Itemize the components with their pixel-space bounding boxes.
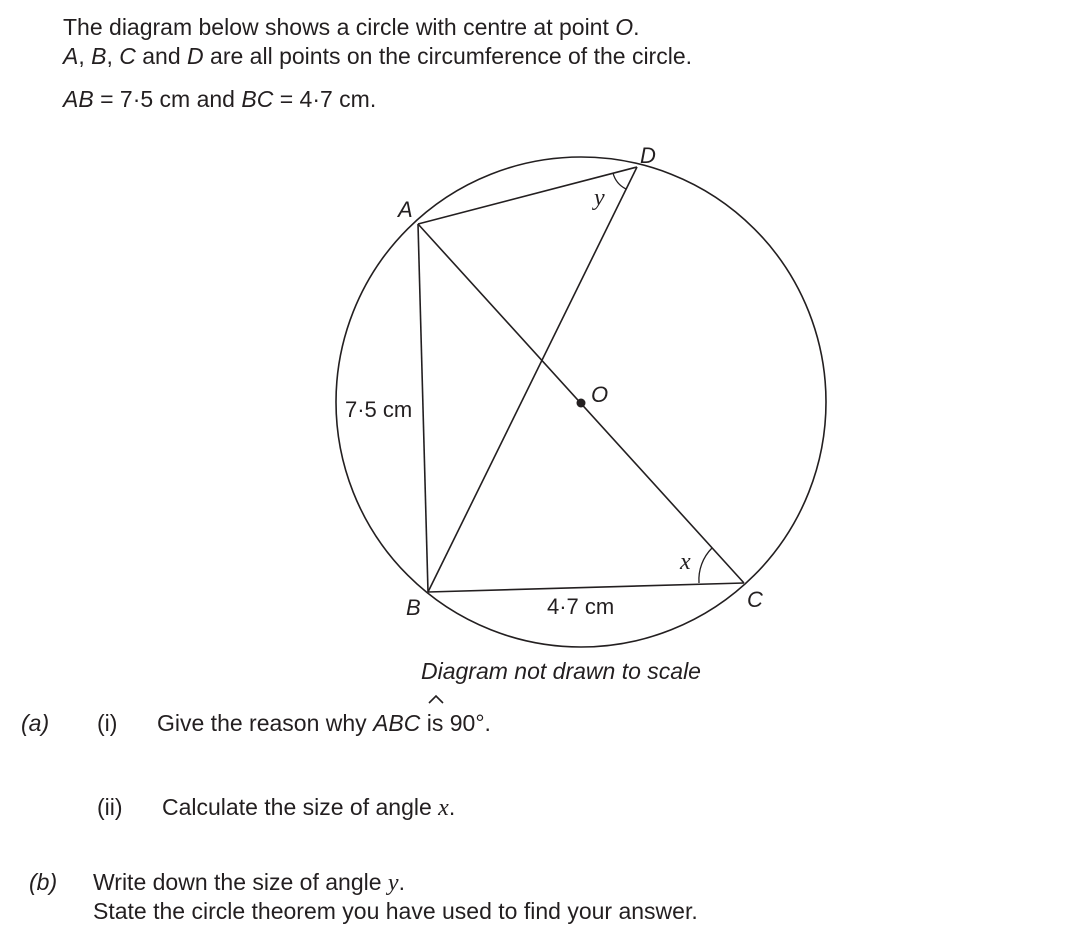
label-c: C <box>747 587 763 612</box>
intro-line-1-end: . <box>633 14 640 40</box>
angle-x-arc <box>699 548 712 583</box>
intro-ab-value: = 7·5 cm and <box>93 86 242 112</box>
label-a: A <box>398 197 413 222</box>
question-a-ii-end: . <box>448 794 456 820</box>
centre-point <box>577 399 586 408</box>
intro-point-b: B <box>91 43 107 69</box>
question-a-ii-prefix: Calculate the size of angle <box>162 794 439 820</box>
question-a-i-prefix: Give the reason why <box>157 710 374 736</box>
intro-sep-1: , <box>78 43 92 69</box>
intro-and: and <box>135 43 188 69</box>
intro-bc-value: = 4·7 cm. <box>273 86 377 112</box>
intro-bc: BC <box>241 86 274 112</box>
label-bc-length: 4·7 cm <box>547 594 615 619</box>
label-y: y <box>594 185 605 211</box>
label-x: x <box>680 549 691 575</box>
label-d: D <box>640 143 656 168</box>
question-b-line-1-prefix: Write down the size of angle <box>93 869 388 895</box>
question-a-i-angle: ABC <box>373 710 421 736</box>
question-a-i-suffix: is 90°. <box>420 710 491 736</box>
intro-line-2-rest: are all points on the circumference of the circle. <box>203 43 693 69</box>
angle-y-arc <box>613 173 626 189</box>
question-a-i-label: (i) <box>97 710 118 736</box>
question-a-ii-label: (ii) <box>97 794 123 820</box>
question-b-line-2: State the circle theorem you have used to find your answer. <box>93 898 698 924</box>
label-o: O <box>591 382 609 407</box>
angle-hat-icon <box>428 694 444 704</box>
question-a-ii-var: x <box>438 795 449 821</box>
question-b-line-1 <box>93 868 405 897</box>
intro-point-d: D <box>187 43 204 69</box>
chord-bc <box>428 583 744 592</box>
label-b: B <box>406 595 421 620</box>
label-ab-length: 7·5 cm <box>345 397 413 422</box>
question-a-label: (a) <box>21 710 50 736</box>
question-a-ii-text <box>162 793 455 822</box>
intro-sep-2: , <box>106 43 120 69</box>
question-b-var: y <box>387 870 399 896</box>
question-b-label: (b) <box>29 869 58 895</box>
intro-point-a: A <box>63 43 79 69</box>
question-a-i-text <box>157 709 491 737</box>
question-b-line-1-end: . <box>398 869 405 895</box>
diagram-caption: Diagram not drawn to scale <box>421 658 701 684</box>
intro-point-c: C <box>119 43 136 69</box>
intro-line-1-text: The diagram below shows a circle with centre at point <box>63 14 609 40</box>
intro-point-o: O <box>615 14 634 40</box>
intro-ab: AB <box>63 86 94 112</box>
chord-bd <box>428 167 637 592</box>
